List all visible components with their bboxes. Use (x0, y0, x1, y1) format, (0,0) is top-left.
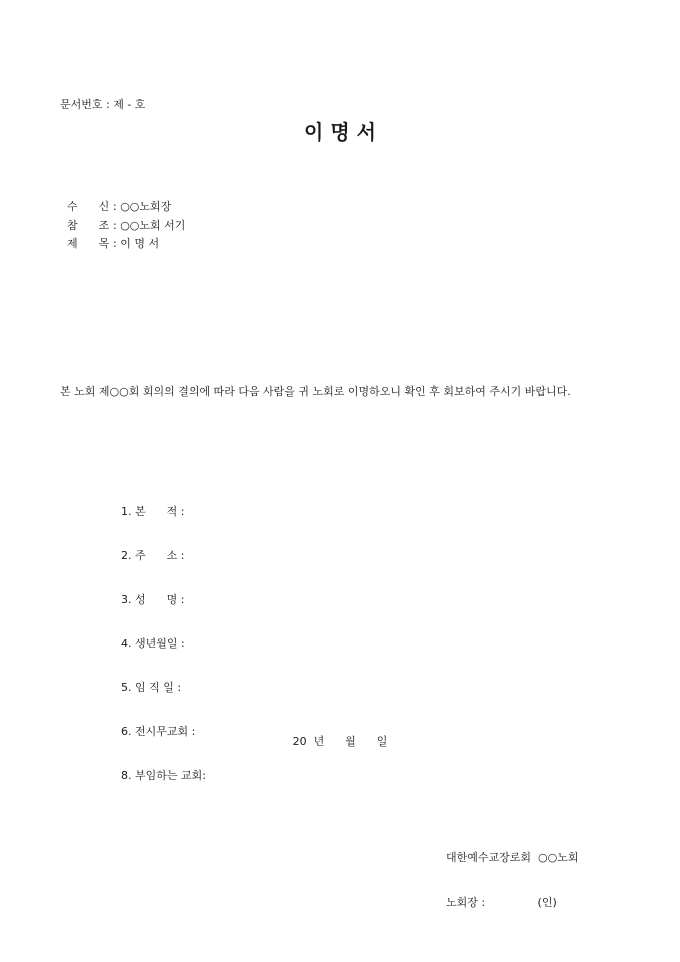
item-name: 3. 성 명 : (121, 593, 185, 606)
header-subject-value: : 이 명 서 (113, 237, 160, 250)
header-reference-key: 참 조 (67, 219, 110, 232)
header-subject-key: 제 목 (67, 237, 110, 250)
item-previous-church: 6. 전시무교회 : (121, 725, 196, 738)
item-address: 2. 주 소 : (121, 549, 185, 562)
document-number: 문서번호 : 제 - 호 (60, 98, 146, 111)
document-title: 이 명 서 (304, 120, 376, 144)
header-recipient-value: : ○○노회장 (113, 200, 172, 213)
item-birthdate: 4. 생년월일 : (121, 637, 185, 650)
header-recipient-key: 수 신 (67, 200, 110, 213)
document-date: 20 년 월 일 (292, 735, 388, 748)
item-list (121, 477, 206, 798)
header-reference-value: : ○○노회 서기 (113, 219, 186, 232)
header-subject (60, 222, 159, 251)
signature-chair: 노회장 : (인) (446, 896, 557, 909)
signature-block (446, 822, 578, 925)
signature-org: 대한예수교장로회 ○○노회 (446, 851, 579, 864)
item-domicile: 1. 본 적 : (121, 505, 185, 518)
item-ordination-date: 5. 임 직 일 : (121, 681, 182, 694)
item-new-church: 8. 부임하는 교회: (121, 769, 206, 782)
body-paragraph: 본 노회 제○○회 회의의 결의에 따라 다음 사람을 귀 노회로 이명하오니 확인 후 회보하여 주시기 바랍니다. (60, 385, 571, 398)
